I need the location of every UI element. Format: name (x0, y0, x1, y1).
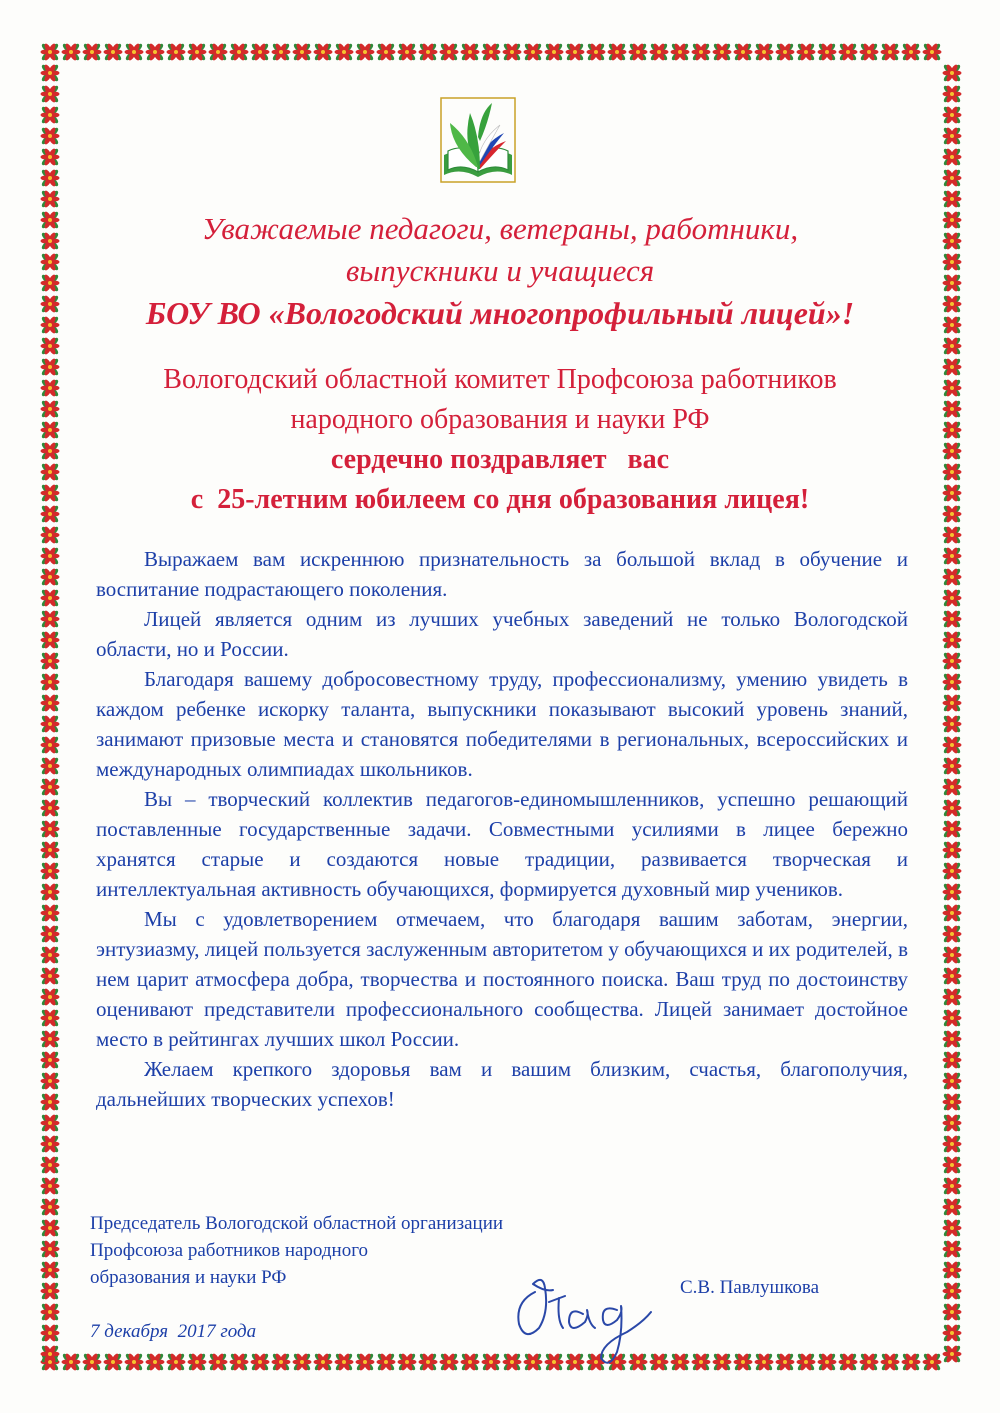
border-flower (82, 1352, 101, 1371)
border-flower (40, 756, 59, 775)
border-flower (40, 1352, 59, 1371)
border-flower (334, 42, 353, 61)
border-flower (838, 42, 857, 61)
border-flower (124, 1352, 143, 1371)
border-flower (942, 483, 961, 502)
border-flower (355, 42, 374, 61)
border-flower (250, 42, 269, 61)
border-flower (942, 336, 961, 355)
border-flower (40, 1113, 59, 1132)
border-flower (61, 42, 80, 61)
border-flower (942, 924, 961, 943)
congratulation-line-2: с 25-летним юбилеем со дня образования лицея! (190, 484, 810, 515)
border-flower (103, 1352, 122, 1371)
border-flower (40, 735, 59, 754)
border-flower (40, 336, 59, 355)
border-flower (40, 252, 59, 271)
border-flower (40, 189, 59, 208)
border-flower (40, 1239, 59, 1258)
border-flower (40, 315, 59, 334)
border-flower (942, 945, 961, 964)
greeting-line-2: выпускники и учащиеся (345, 253, 655, 288)
border-flower (607, 42, 626, 61)
border-flower (40, 63, 59, 82)
border-flower (439, 1352, 458, 1371)
border-flower (942, 210, 961, 229)
border-flower (942, 1050, 961, 1069)
border-flower (942, 1092, 961, 1111)
border-flower (40, 1176, 59, 1195)
border-flower (40, 1344, 59, 1363)
border-flower (942, 462, 961, 481)
border-flower (40, 966, 59, 985)
border-flower (40, 693, 59, 712)
border-flower (292, 1352, 311, 1371)
border-flower (880, 1352, 899, 1371)
border-flower (40, 1134, 59, 1153)
border-flower (40, 420, 59, 439)
border-flower (942, 903, 961, 922)
border-flower (942, 273, 961, 292)
border-flower (208, 42, 227, 61)
border-flower (40, 294, 59, 313)
border-flower (40, 777, 59, 796)
border-flower (40, 630, 59, 649)
committee-line-1: Вологодский областной комитет Профсоюза работников (163, 364, 837, 395)
border-flower (901, 42, 920, 61)
border-flower (40, 1029, 59, 1048)
border-flower (691, 1352, 710, 1371)
border-flower (754, 1352, 773, 1371)
border-flower (40, 273, 59, 292)
signatory-title-line: образования и науки РФ (90, 1267, 287, 1288)
school-name: БОУ ВО «Вологодский многопрофильный лицей»! (145, 295, 855, 331)
border-flower (40, 399, 59, 418)
border-flower (40, 651, 59, 670)
union-emblem-icon (440, 97, 516, 183)
border-flower (796, 1352, 815, 1371)
border-flower (40, 357, 59, 376)
border-flower (942, 126, 961, 145)
border-flower (942, 1155, 961, 1174)
border-flower (40, 714, 59, 733)
border-flower (796, 42, 815, 61)
signatory-title-line: Председатель Вологодской областной организации (90, 1213, 504, 1234)
border-flower (40, 609, 59, 628)
border-flower (40, 1218, 59, 1237)
border-flower (942, 1344, 961, 1363)
border-flower (40, 1050, 59, 1069)
border-flower (376, 42, 395, 61)
border-flower (942, 63, 961, 82)
border-flower (942, 1113, 961, 1132)
border-flower (733, 1352, 752, 1371)
border-flower (166, 42, 185, 61)
body-paragraph: Мы с удовлетворением отмечаем, что благодаря вашим заботам, энергии, энтузиазму, лицей пользуется заслуженным авторитетом у обучающихся и их родителей, в нем царит атмосфера добра, творчества и постоянного поиска. Ваш труд по достоинству оценивают представители профессионального сообщества. Лицей занимает достойное место в рейтингах лучших школ России. (96, 907, 908, 1051)
border-flower (817, 1352, 836, 1371)
border-flower (40, 1008, 59, 1027)
border-flower (942, 84, 961, 103)
border-flower (481, 1352, 500, 1371)
border-flower (40, 504, 59, 523)
body-paragraph: Выражаем вам искреннюю признательность за большой вклад в обучение и воспитание подрастающего поколения. (96, 547, 908, 601)
signer-name: С.В. Павлушкова (680, 1277, 820, 1298)
border-flower (40, 168, 59, 187)
border-flower (942, 294, 961, 313)
border-flower (712, 1352, 731, 1371)
border-flower (229, 1352, 248, 1371)
border-flower (586, 42, 605, 61)
border-flower (82, 42, 101, 61)
border-flower (691, 42, 710, 61)
letter-body (96, 544, 908, 1114)
border-flower (40, 525, 59, 544)
congratulation-line-1: сердечно поздравляет вас (330, 444, 670, 475)
border-flower (942, 168, 961, 187)
border-flower (942, 630, 961, 649)
border-flower (166, 1352, 185, 1371)
border-flower (565, 42, 584, 61)
border-flower (502, 42, 521, 61)
border-flower (775, 1352, 794, 1371)
border-flower (942, 588, 961, 607)
border-flower (40, 1323, 59, 1342)
border-flower (942, 651, 961, 670)
border-flower (880, 42, 899, 61)
border-flower (271, 1352, 290, 1371)
border-flower (40, 378, 59, 397)
border-flower (397, 1352, 416, 1371)
border-flower (712, 42, 731, 61)
border-flower (145, 1352, 164, 1371)
border-flower (942, 693, 961, 712)
border-flower (942, 1029, 961, 1048)
body-paragraph: Лицей является одним из лучших учебных заведений не только Вологодской области, но и России. (96, 607, 908, 661)
border-flower (40, 840, 59, 859)
body-paragraph: Вы – творческий коллектив педагогов-единомышленников, успешно решающий поставленные государственные задачи. Совместными усилиями в лицее бережно хранятся старые и создаются новые традиции, развивается творческая и интеллектуальная активность обучающихся, формируется духовный мир учеников. (96, 787, 908, 901)
border-flower (40, 84, 59, 103)
border-flower (942, 1071, 961, 1090)
border-flower (901, 1352, 920, 1371)
border-flower (40, 1302, 59, 1321)
border-flower (942, 567, 961, 586)
border-flower (942, 1239, 961, 1258)
border-flower (523, 42, 542, 61)
border-flower (942, 672, 961, 691)
body-paragraph: Желаем крепкого здоровья вам и вашим близким, счастья, благополучия, дальнейших творческих успехов! (96, 1057, 908, 1111)
border-flower (40, 882, 59, 901)
border-flower (942, 1302, 961, 1321)
border-flower (40, 483, 59, 502)
border-flower (40, 945, 59, 964)
border-flower (942, 315, 961, 334)
border-flower (460, 1352, 479, 1371)
border-flower (942, 987, 961, 1006)
border-flower (271, 42, 290, 61)
border-flower (40, 126, 59, 145)
border-flower (460, 42, 479, 61)
border-flower (942, 1197, 961, 1216)
border-flower (40, 672, 59, 691)
border-flower (942, 1323, 961, 1342)
border-flower (942, 231, 961, 250)
signatory-title-line: Профсоюза работников народного (90, 1240, 369, 1261)
border-flower (103, 42, 122, 61)
border-flower (40, 1197, 59, 1216)
border-flower (670, 42, 689, 61)
border-flower (942, 735, 961, 754)
border-flower (292, 42, 311, 61)
border-flower (40, 987, 59, 1006)
border-flower (754, 42, 773, 61)
border-flower (313, 42, 332, 61)
border-flower (187, 42, 206, 61)
border-flower (40, 1092, 59, 1111)
border-flower (942, 1218, 961, 1237)
border-flower (40, 210, 59, 229)
border-flower (40, 1155, 59, 1174)
border-flower (649, 42, 668, 61)
border-flower (40, 42, 59, 61)
border-flower (124, 42, 143, 61)
border-flower (942, 777, 961, 796)
border-flower (418, 1352, 437, 1371)
greeting-line-1: Уважаемые педагоги, ветераны, работники, (201, 211, 799, 246)
border-flower (61, 1352, 80, 1371)
border-flower (40, 231, 59, 250)
border-flower (942, 1176, 961, 1195)
border-flower (145, 42, 164, 61)
border-flower (942, 966, 961, 985)
border-flower (942, 525, 961, 544)
border-flower (40, 861, 59, 880)
border-flower (942, 105, 961, 124)
border-flower (942, 504, 961, 523)
border-flower (187, 1352, 206, 1371)
border-flower (439, 42, 458, 61)
border-flower (838, 1352, 857, 1371)
border-flower (942, 546, 961, 565)
border-flower (229, 42, 248, 61)
border-flower (859, 1352, 878, 1371)
committee-congratulation (90, 360, 910, 520)
border-flower (40, 903, 59, 922)
border-flower (418, 42, 437, 61)
border-flower (942, 357, 961, 376)
border-flower (775, 42, 794, 61)
border-flower (355, 1352, 374, 1371)
border-flower (942, 420, 961, 439)
border-flower (942, 189, 961, 208)
border-flower (942, 609, 961, 628)
border-flower (40, 441, 59, 460)
border-flower (40, 588, 59, 607)
border-flower (942, 798, 961, 817)
border-flower (40, 1071, 59, 1090)
border-flower (40, 1260, 59, 1279)
border-flower (942, 1281, 961, 1300)
border-flower (250, 1352, 269, 1371)
border-flower (942, 756, 961, 775)
border-flower (942, 252, 961, 271)
letter-date: 7 декабря 2017 года (90, 1321, 257, 1342)
committee-line-2: народного образования и науки РФ (290, 404, 710, 435)
border-flower (481, 42, 500, 61)
border-flower (942, 714, 961, 733)
border-flower (942, 840, 961, 859)
border-flower (376, 1352, 395, 1371)
border-flower (40, 105, 59, 124)
border-flower (40, 567, 59, 586)
border-flower (733, 42, 752, 61)
border-flower (628, 42, 647, 61)
border-flower (942, 861, 961, 880)
border-flower (859, 42, 878, 61)
border-flower (40, 924, 59, 943)
border-flower (942, 1134, 961, 1153)
border-flower (942, 441, 961, 460)
border-flower (670, 1352, 689, 1371)
border-flower (942, 147, 961, 166)
border-flower (942, 819, 961, 838)
border-flower (922, 42, 941, 61)
border-flower (40, 147, 59, 166)
border-flower (397, 42, 416, 61)
border-flower (942, 399, 961, 418)
border-flower (40, 1281, 59, 1300)
border-flower (942, 882, 961, 901)
border-flower (40, 819, 59, 838)
greeting-heading (90, 208, 910, 334)
border-flower (942, 1260, 961, 1279)
body-paragraph: Благодаря вашему добросовестному труду, профессионализму, умению увидеть в каждом ребенке искорку таланта, выпускники показывают высокий уровень знаний, занимают призовые места и становятся победителями в региональных, всероссийских и международных олимпиадах школьников. (96, 667, 908, 781)
border-flower (313, 1352, 332, 1371)
border-flower (40, 462, 59, 481)
border-flower (208, 1352, 227, 1371)
border-flower (544, 42, 563, 61)
border-flower (942, 378, 961, 397)
border-flower (334, 1352, 353, 1371)
border-flower (40, 546, 59, 565)
border-flower (40, 798, 59, 817)
border-flower (922, 1352, 941, 1371)
border-flower (942, 1008, 961, 1027)
border-flower (817, 42, 836, 61)
handwritten-signature (505, 1262, 665, 1372)
